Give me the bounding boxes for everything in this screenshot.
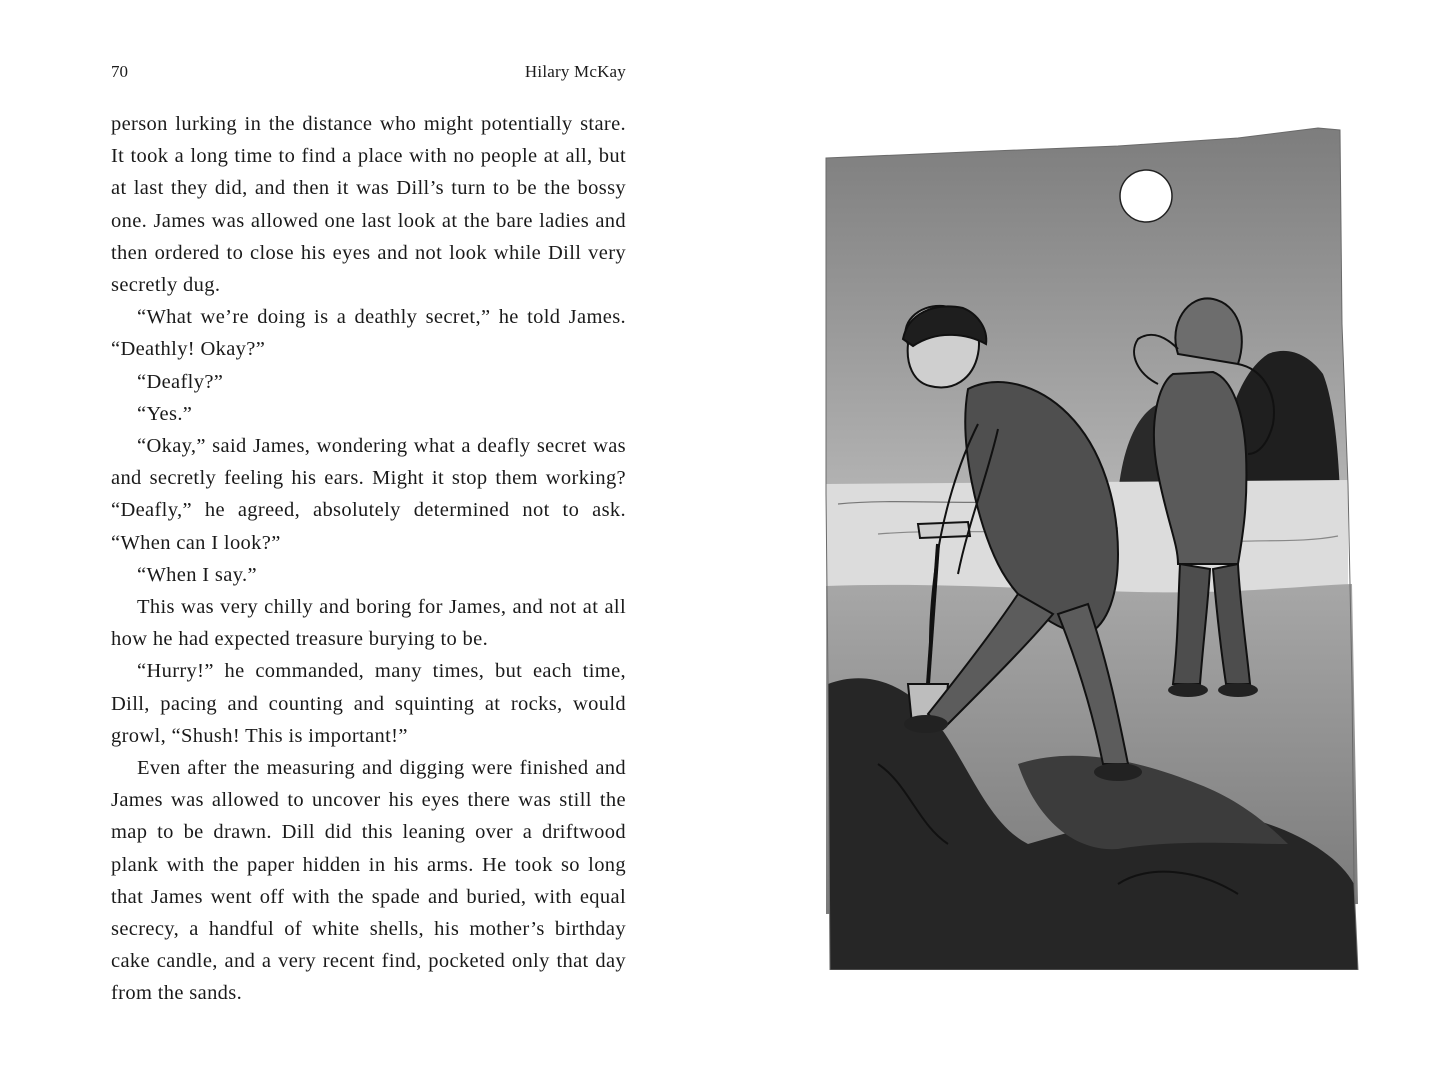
- moon: [1120, 170, 1172, 222]
- author-name: Hilary McKay: [524, 62, 626, 81]
- left-page: [0, 0, 720, 1091]
- paragraph: person lurking in the distance who might potentially stare. It took a long time to find a place with no people at all, but at last they did, and then it was Dill’s turn to be the bossy one. James was allowed one last look at the bare ladies and then ordered to close his eyes and not look while Dill very secretly dug.: [111, 113, 626, 297]
- paragraph: This was very chilly and boring for James, and not at all how he had expected treasure burying to be.: [111, 596, 626, 651]
- paragraph: “Okay,” said James, wondering what a deafly secret was and secretly feeling his ears. Might it stop them working? “Deafly,” he agreed, absolutely determined not to ask. “When can I look?”: [111, 435, 626, 554]
- paragraph: “When I say.”: [137, 563, 257, 586]
- page-number: 70: [111, 62, 128, 81]
- body-text: [111, 108, 626, 1010]
- paragraph: “Hurry!” he commanded, many times, but each time, Dill, pacing and counting and squinting at rocks, would growl, “Shush! This is important!”: [111, 660, 626, 747]
- paragraph: “What we’re doing is a deathly secret,” he told James. “Deathly! Okay?”: [111, 306, 626, 361]
- paragraph: “Yes.”: [137, 402, 193, 425]
- paragraph: “Deafly?”: [137, 370, 224, 393]
- running-head: [111, 62, 626, 86]
- paragraph: Even after the measuring and digging were finished and James was allowed to uncover his eyes there was still the map to be drawn. Dill did this leaning over a driftwood plank with the paper hidden in his arms. He took so long that James went off with the spade and buried, with equal secrecy, a handful of white shells, his mother’s birthday cake candle, and a very recent find, pocketed only that day from the sands.: [111, 757, 626, 1005]
- illustration: [818, 124, 1362, 970]
- right-page: [722, 0, 1445, 1091]
